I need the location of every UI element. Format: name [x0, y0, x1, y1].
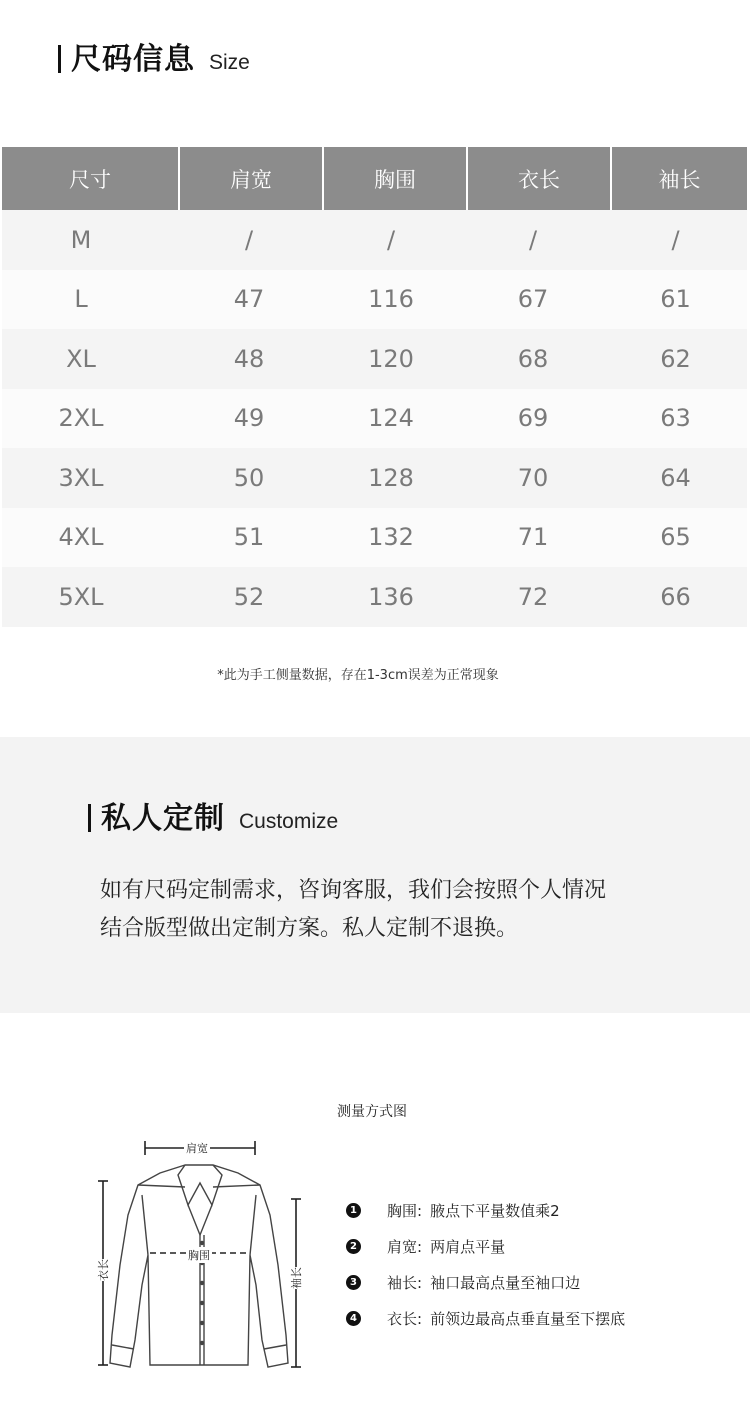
cell-chest: 128 [368, 463, 414, 492]
cell-shoulder: 49 [233, 404, 265, 433]
table-row [2, 567, 747, 627]
measure-legend [346, 1192, 625, 1336]
cell-length: / [528, 225, 538, 254]
diagram-label-chest: 胸围 [188, 1249, 210, 1262]
cell-length: 68 [517, 344, 549, 373]
legend-desc: 腋点下平量数值乘2 [430, 1201, 560, 1220]
table-header [2, 147, 747, 210]
table-row [2, 389, 747, 449]
cell-chest: 120 [368, 344, 414, 373]
size-title-zh: 尺码信息 [71, 42, 195, 77]
cell-shoulder: 50 [233, 463, 265, 492]
header-shoulder: 肩宽 [180, 147, 324, 210]
diagram-label-length: 衣长 [97, 1259, 110, 1281]
customize-title-en: Customize [239, 810, 339, 833]
customize-description [100, 872, 720, 948]
cell-sleeve: 64 [660, 463, 691, 492]
customize-title-zh: 私人定制 [101, 801, 225, 836]
cell-sleeve: / [671, 225, 680, 254]
number-badge: 2 [346, 1239, 361, 1254]
cell-size: 3XL [58, 463, 104, 492]
cell-length: 69 [517, 404, 549, 433]
cell-sleeve: 62 [660, 344, 691, 373]
measurement-note: *此为手工侧量数据，存在1-3cm误差为正常现象 [217, 668, 499, 683]
table-row [2, 329, 747, 389]
legend-desc: 两肩点平量 [430, 1237, 506, 1256]
table-body [2, 210, 747, 627]
cell-size: XL [66, 344, 96, 373]
cell-chest: 136 [368, 582, 414, 611]
legend-item-chest [346, 1192, 625, 1228]
cell-size: M [70, 225, 92, 254]
legend-desc: 袖口最高点量至袖口边 [430, 1273, 581, 1292]
diagram-label-shoulder: 肩宽 [186, 1142, 208, 1155]
header-length: 衣长 [468, 147, 612, 210]
customize-line-1: 如有尺码定制需求，咨询客服，我们会按照个人情况 [100, 878, 607, 903]
cell-size: 4XL [58, 523, 104, 552]
size-title-en: Size [209, 51, 250, 74]
cell-shoulder: 52 [233, 582, 265, 611]
cell-shoulder: 48 [233, 344, 265, 373]
header-sleeve: 袖长 [658, 167, 701, 192]
legend-label: 胸围: [387, 1201, 423, 1220]
table-row [2, 270, 747, 330]
cell-chest: 116 [368, 285, 414, 314]
title-bar [58, 45, 61, 73]
table-row [2, 210, 747, 270]
cell-shoulder: 51 [233, 523, 265, 552]
cell-sleeve: 61 [660, 285, 691, 314]
cell-size: 5XL [58, 582, 104, 611]
cell-sleeve: 63 [660, 404, 691, 433]
diagram-label-sleeve: 袖长 [290, 1267, 303, 1289]
legend-item-length [346, 1300, 625, 1336]
cell-sleeve: 66 [660, 582, 691, 611]
customize-section-title [88, 793, 338, 837]
measure-title: 测量方式图 [337, 1104, 407, 1120]
cell-chest: 124 [368, 404, 414, 433]
legend-item-shoulder [346, 1228, 625, 1264]
legend-label: 袖长: [387, 1273, 423, 1292]
cell-length: 70 [517, 463, 549, 492]
cell-length: 71 [517, 523, 549, 552]
cell-length: 72 [517, 582, 549, 611]
legend-label: 肩宽: [387, 1237, 423, 1256]
customize-line-2: 结合版型做出定制方案。私人定制不退换。 [100, 916, 519, 941]
size-section-title [58, 34, 250, 78]
header-size: 尺寸 [2, 147, 180, 210]
cell-shoulder: / [244, 225, 254, 254]
cell-sleeve: 65 [660, 523, 691, 552]
header-chest: 胸围 [324, 147, 468, 210]
cell-shoulder: 47 [233, 285, 265, 314]
table-row [2, 448, 747, 508]
number-badge: 4 [346, 1311, 361, 1326]
cell-chest: / [386, 225, 396, 254]
size-table [2, 147, 747, 627]
table-row [2, 508, 747, 568]
number-badge: 3 [346, 1275, 361, 1290]
cell-length: 67 [517, 285, 549, 314]
legend-desc: 前领边最高点垂直量至下摆底 [430, 1309, 626, 1328]
cell-size: 2XL [58, 404, 104, 433]
title-bar [88, 804, 91, 832]
number-badge: 1 [346, 1203, 361, 1218]
legend-item-sleeve [346, 1264, 625, 1300]
cell-size: L [74, 285, 88, 314]
legend-label: 衣长: [387, 1309, 423, 1328]
cell-chest: 132 [368, 523, 414, 552]
